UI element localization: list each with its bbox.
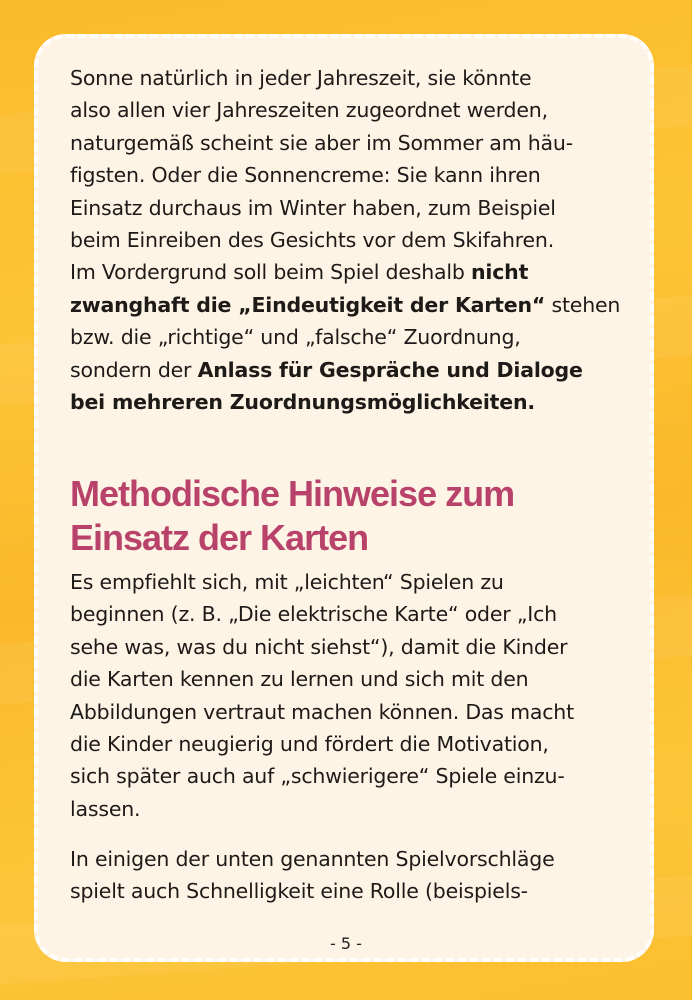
text-line: bzw. die „richtige“ und „falsche“ Zuordnung, xyxy=(70,325,521,350)
section-heading xyxy=(70,472,514,560)
text-line: spielt auch Schnelligkeit eine Rolle (beispiels- xyxy=(70,879,528,904)
text-line: lassen. xyxy=(70,796,141,821)
text-bold: bei mehreren Zuordnungsmöglichkeiten. xyxy=(70,390,535,415)
page-number: - 5 - xyxy=(330,934,362,953)
text-bold: nicht xyxy=(471,260,529,285)
heading-line: Einsatz der Karten xyxy=(70,517,369,558)
text-line: naturgemäß scheint sie aber im Sommer am häu- xyxy=(70,130,573,155)
text-line: Sonne natürlich in jeder Jahreszeit, sie könnte xyxy=(70,66,532,90)
text-line: beim Einreiben des Gesichts vor dem Skifahren. xyxy=(70,228,555,253)
text-bold: Anlass für Gespräche und Dialoge xyxy=(197,357,583,382)
paragraph-intro xyxy=(70,62,630,418)
heading-line: Methodische Hinweise zum xyxy=(70,473,515,514)
text-line: die Karten kennen zu lernen und sich mit den xyxy=(70,667,529,692)
text-line: Einsatz durchaus im Winter haben, zum Beispiel xyxy=(70,195,556,220)
paragraph-method xyxy=(70,566,630,825)
text-line xyxy=(70,354,630,386)
text-line xyxy=(70,289,630,321)
paragraph-speed xyxy=(70,843,630,908)
text-line: die Kinder neugierig und fördert die Motivation, xyxy=(70,732,549,757)
text-normal: Im Vordergrund soll beim Spiel deshalb xyxy=(70,260,471,285)
text-line: In einigen der unten genannten Spielvorschläge xyxy=(70,847,555,871)
text-line: sehe was, was du nicht siehst“), damit die Kinder xyxy=(70,634,568,659)
text-line: also allen vier Jahreszeiten zugeordnet werden, xyxy=(70,98,548,123)
text-line: Abbildungen vertraut machen können. Das macht xyxy=(70,699,574,724)
text-line: Es empfiehlt sich, mit „leichten“ Spielen zu xyxy=(70,570,504,594)
text-line xyxy=(70,256,630,288)
text-bold: zwanghaft die „Eindeutigkeit der Karten“ xyxy=(70,292,546,317)
text-line: sich später auch auf „schwierigere“ Spiele einzu- xyxy=(70,764,565,789)
text-normal: stehen xyxy=(545,292,621,317)
text-line: figsten. Oder die Sonnencreme: Sie kann ihren xyxy=(70,163,541,188)
text-line xyxy=(70,386,630,418)
text-normal: sondern der xyxy=(70,357,198,382)
text-line: beginnen (z. B. „Die elektrische Karte“ oder „Ich xyxy=(70,602,557,627)
